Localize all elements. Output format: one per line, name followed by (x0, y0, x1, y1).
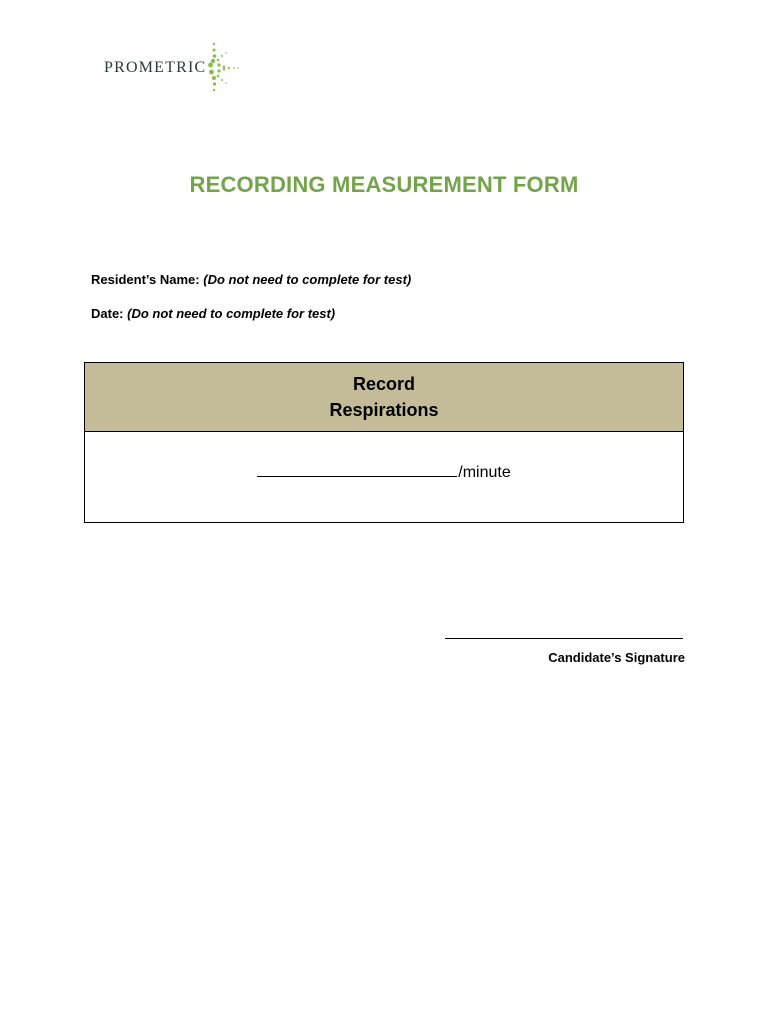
resident-name-field (91, 272, 411, 287)
resident-name-label: Resident’s Name: (91, 272, 200, 287)
prometric-starburst-icon (207, 40, 243, 96)
date-note: (Do not need to complete for test) (127, 306, 336, 321)
respirations-blank-line[interactable] (257, 460, 457, 477)
page-title: RECORDING MEASUREMENT FORM (189, 172, 579, 197)
prometric-logo (104, 40, 243, 96)
record-header-line2: Respirations (329, 400, 439, 420)
record-respirations-table (84, 362, 684, 523)
logo-text: PROMETRIC (104, 59, 207, 76)
record-header-line1: Record (352, 374, 415, 394)
signature-label: Candidate’s Signature (548, 650, 685, 665)
date-label: Date: (91, 306, 124, 321)
date-field (91, 306, 335, 321)
signature-line[interactable] (445, 638, 683, 639)
respirations-unit: /minute (458, 464, 511, 481)
resident-name-note: (Do not need to complete for test) (203, 272, 412, 287)
record-table-body (85, 432, 683, 523)
record-table-header (85, 363, 683, 432)
respirations-entry (85, 460, 683, 482)
